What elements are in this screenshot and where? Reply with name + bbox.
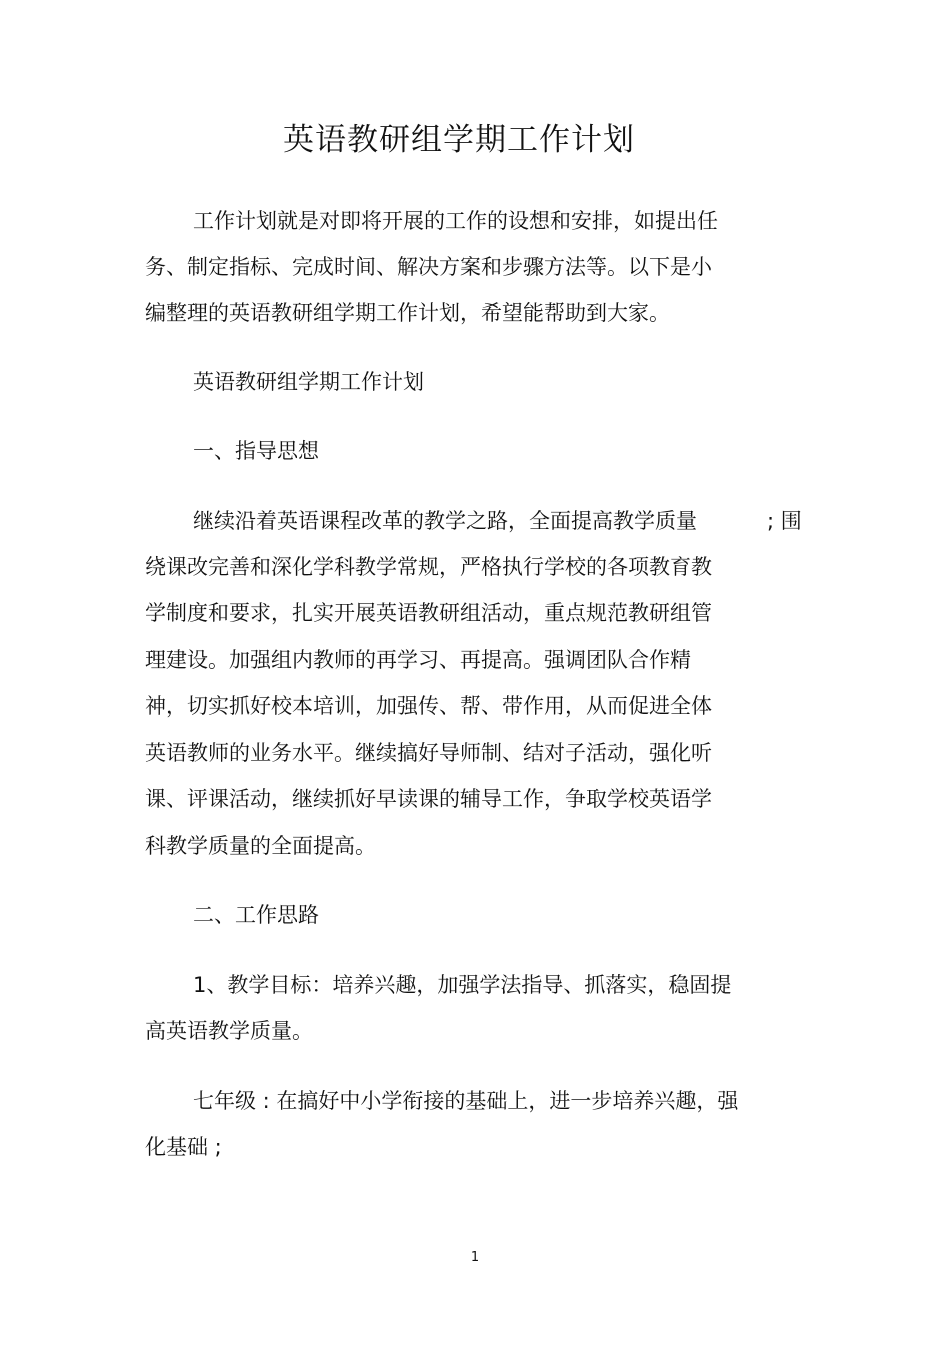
page-number: 1	[470, 1250, 480, 1265]
grade-7-line-2: 化基础 ;	[145, 1135, 222, 1159]
section-1-line-1-tail: ; 围	[767, 509, 802, 533]
intro-line-2: 务、制定指标、完成时间、解决方案和步骤方法等。以下是小	[145, 255, 712, 279]
section-1-line-2: 绕课改完善和深化学科教学常规，严格执行学校的各项教育教	[145, 555, 712, 579]
item-1-line-1: 1、教学目标：培养兴趣，加强学法指导、抓落实，稳固提	[193, 973, 732, 997]
section-2-heading: 二、工作思路	[193, 903, 319, 927]
document-title: 英语教研组学期工作计划	[283, 122, 635, 158]
section-1-heading: 一、指导思想	[193, 439, 319, 463]
section-1-line-5: 神，切实抓好校本培训，加强传、帮、带作用，从而促进全体	[145, 694, 712, 718]
section-1-line-1: 继续沿着英语课程改革的教学之路，全面提高教学质量	[193, 509, 697, 533]
grade-7-line-1: 七年级 : 在搞好中小学衔接的基础上，进一步培养兴趣，强	[193, 1089, 739, 1113]
section-1-line-3: 学制度和要求，扎实开展英语教研组活动，重点规范教研组管	[145, 601, 712, 625]
subtitle: 英语教研组学期工作计划	[193, 370, 424, 394]
section-1-line-4: 理建设。加强组内教师的再学习、再提高。强调团队合作精	[145, 648, 691, 672]
intro-line-3: 编整理的英语教研组学期工作计划，希望能帮助到大家。	[145, 301, 670, 325]
section-1-line-7: 课、评课活动，继续抓好早读课的辅导工作，争取学校英语学	[145, 787, 712, 811]
item-1-line-2: 高英语教学质量。	[145, 1019, 313, 1043]
section-1-line-8: 科教学质量的全面提高。	[145, 834, 376, 858]
section-1-line-6: 英语教师的业务水平。继续搞好导师制、结对子活动，强化听	[145, 741, 712, 765]
intro-line-1: 工作计划就是对即将开展的工作的设想和安排，如提出任	[193, 209, 718, 233]
